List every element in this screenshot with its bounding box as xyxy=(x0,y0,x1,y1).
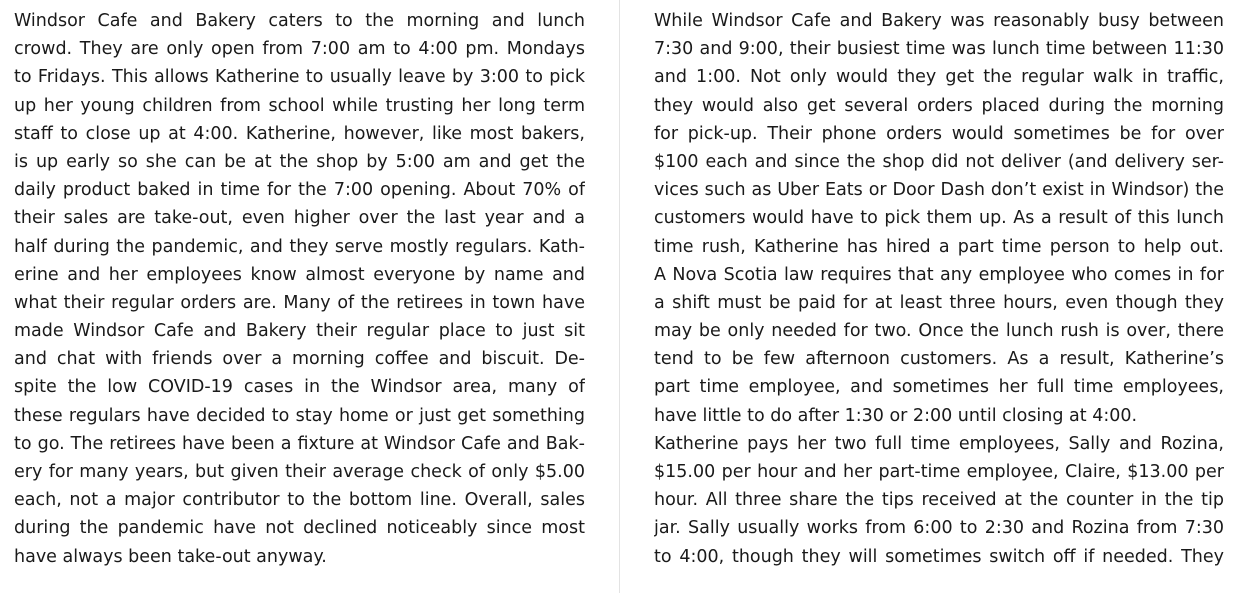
text-line: time rush, Katherine has hired a part time person to help out. xyxy=(654,236,1224,257)
text-line: half during the pandemic, and they serve mostly regulars. Kath- xyxy=(14,236,585,257)
text-line: to 4:00, though they will sometimes switch off if needed. They xyxy=(654,546,1224,567)
text-line: $15.00 per hour and her part-time employee, Claire, $13.00 per xyxy=(654,462,1224,482)
text-line: these regulars have decided to stay home or just get something xyxy=(14,405,585,426)
text-line: erine and her employees know almost everyone by name and xyxy=(14,264,585,285)
text-line: each, not a major contributor to the bottom line. Overall, sales xyxy=(14,490,585,511)
text-line: part time employee, and sometimes her full time employees, xyxy=(654,377,1224,398)
text-line: up her young children from school while trusting her long term xyxy=(14,95,585,116)
text-line: may be only needed for two. Once the lunch rush is over, there xyxy=(654,321,1224,342)
text-line: during the pandemic have not declined noticeably since most xyxy=(14,518,585,539)
left-column xyxy=(14,7,585,571)
text-line: they would also get several orders placed during the morning xyxy=(654,95,1224,116)
text-line: their sales are take-out, even higher over the last year and a xyxy=(14,208,585,229)
text-line: jar. Sally usually works from 6:00 to 2:30 and Rozina from 7:30 xyxy=(654,518,1224,539)
text-line: daily product baked in time for the 7:00 opening. About 70% of xyxy=(14,180,585,201)
text-line: hour. All three share the tips received at the counter in the tip xyxy=(654,490,1224,511)
text-line: Katherine pays her two full time employees, Sally and Rozina, xyxy=(654,433,1224,454)
text-line: staff to close up at 4:00. Katherine, however, like most bakers, xyxy=(14,123,585,144)
right-column xyxy=(654,7,1224,571)
text-line: and chat with friends over a morning coffee and biscuit. De- xyxy=(14,349,585,370)
text-line: what their regular orders are. Many of the retirees in town have xyxy=(14,292,585,313)
text-line: 7:30 and 9:00, their busiest time was lunch time between 11:30 xyxy=(654,39,1224,60)
text-line: $100 each and since the shop did not deliver (and delivery ser- xyxy=(654,151,1224,172)
text-line: A Nova Scotia law requires that any employee who comes in for xyxy=(654,264,1224,285)
text-line: spite the low COVID-19 cases in the Windsor area, many of xyxy=(14,377,585,398)
text-line: made Windsor Cafe and Bakery their regular place to just sit xyxy=(14,321,585,342)
text-line: vices such as Uber Eats or Door Dash don’t exist in Windsor) the xyxy=(654,180,1224,201)
text-line: Windsor Cafe and Bakery caters to the morning and lunch xyxy=(14,11,585,31)
text-line: is up early so she can be at the shop by 5:00 am and get the xyxy=(14,151,585,172)
text-line: a shift must be paid for at least three hours, even though they xyxy=(654,292,1224,313)
column-divider xyxy=(619,0,620,593)
text-line: to Fridays. This allows Katherine to usually leave by 3:00 to pick xyxy=(14,67,585,88)
text-line: for pick-up. Their phone orders would sometimes be for over xyxy=(654,123,1224,144)
text-line: to go. The retirees have been a fixture at Windsor Cafe and Bak- xyxy=(14,433,585,454)
text-line: crowd. They are only open from 7:00 am to 4:00 pm. Mondays xyxy=(14,39,585,60)
text-line: customers would have to pick them up. As a result of this lunch xyxy=(654,208,1224,229)
text-line: ery for many years, but given their average check of only $5.00 xyxy=(14,462,585,482)
text-line: While Windsor Cafe and Bakery was reasonably busy between xyxy=(654,11,1224,31)
paragraph-last-line: have little to do after 1:30 or 2:00 until closing at 4:00. xyxy=(654,405,1138,426)
text-line: and 1:00. Not only would they get the regular walk in traffic, xyxy=(654,67,1224,88)
paragraph-last-line: have always been take-out anyway. xyxy=(14,546,327,567)
text-line: tend to be few afternoon customers. As a result, Katherine’s xyxy=(654,349,1224,370)
